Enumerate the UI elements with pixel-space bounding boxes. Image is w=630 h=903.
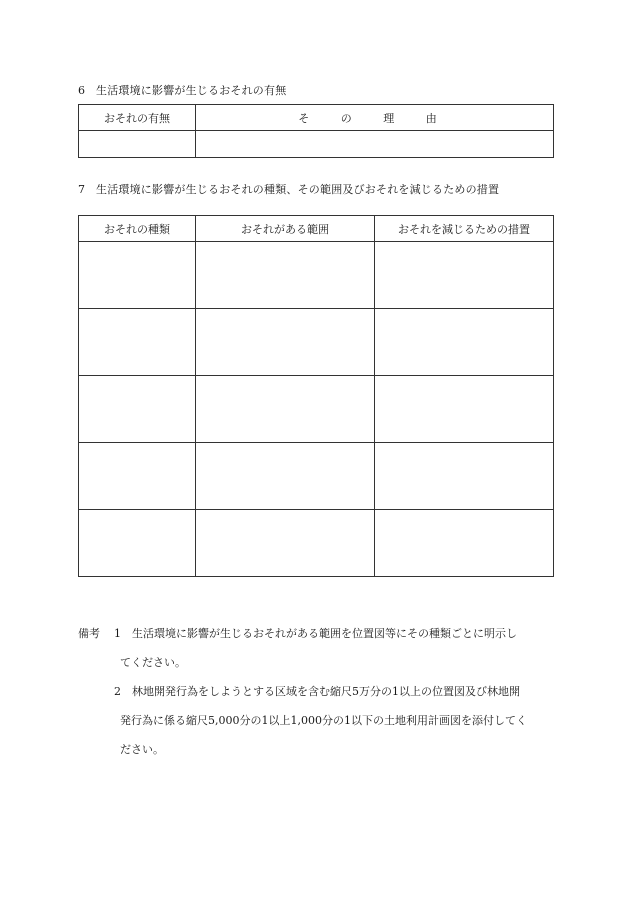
- table-row: [79, 376, 554, 443]
- header-risk-presence: おそれの有無: [79, 105, 196, 131]
- mitigation-cell[interactable]: [375, 510, 554, 577]
- note-item-2-line-1: [78, 677, 558, 706]
- table-row: [79, 309, 554, 376]
- note-item-1-line-2: [78, 648, 558, 677]
- section-6-heading: [78, 82, 286, 98]
- risk-type-cell[interactable]: [79, 309, 196, 376]
- risk-range-cell[interactable]: [196, 510, 375, 577]
- risk-type-cell[interactable]: [79, 510, 196, 577]
- mitigation-cell[interactable]: [375, 443, 554, 510]
- mitigation-cell[interactable]: [375, 376, 554, 443]
- risk-range-cell[interactable]: [196, 309, 375, 376]
- header-mitigation-measures: おそれを減じるための措置: [375, 216, 554, 242]
- table-row: [79, 443, 554, 510]
- note-text: ださい。: [120, 743, 164, 756]
- section-7-table: [78, 215, 554, 577]
- notes-label: 備考: [78, 627, 100, 640]
- risk-type-cell[interactable]: [79, 443, 196, 510]
- risk-range-cell[interactable]: [196, 242, 375, 309]
- note-number: 1: [114, 627, 121, 640]
- risk-type-cell[interactable]: [79, 242, 196, 309]
- section-7-heading: [78, 181, 499, 197]
- risk-presence-cell[interactable]: [79, 131, 196, 158]
- note-text: てください。: [120, 656, 186, 669]
- risk-range-cell[interactable]: [196, 376, 375, 443]
- note-item-2-line-2: [78, 706, 558, 735]
- header-risk-range: おそれがある範囲: [196, 216, 375, 242]
- table-header-row: [79, 216, 554, 242]
- section-6-table: [78, 104, 554, 158]
- table-row: [79, 510, 554, 577]
- section-6-title: 生活環境に影響が生じるおそれの有無: [96, 84, 287, 97]
- section-7-title: 生活環境に影響が生じるおそれの種類、その範囲及びおそれを減じるための措置: [96, 183, 500, 196]
- table-header-row: [79, 105, 554, 131]
- header-reason: そ の 理 由: [196, 105, 554, 131]
- table-row: [79, 242, 554, 309]
- mitigation-cell[interactable]: [375, 242, 554, 309]
- notes-section: [78, 619, 558, 764]
- risk-type-cell[interactable]: [79, 376, 196, 443]
- note-text: 発行為に係る縮尺5,000分の1以上1,000分の1以下の土地利用計画図を添付してく: [120, 714, 527, 727]
- note-text: 生活環境に影響が生じるおそれがある範囲を位置図等にその種類ごとに明示し: [132, 627, 517, 640]
- mitigation-cell[interactable]: [375, 309, 554, 376]
- note-item-2-line-3: [78, 735, 558, 764]
- risk-range-cell[interactable]: [196, 443, 375, 510]
- note-text: 林地開発行為をしようとする区域を含む縮尺5万分の1以上の位置図及び林地開: [132, 685, 520, 698]
- note-number: 2: [114, 685, 121, 698]
- section-7-number: 7: [78, 183, 86, 196]
- header-risk-type: おそれの種類: [79, 216, 196, 242]
- section-6-number: 6: [78, 84, 86, 97]
- reason-cell[interactable]: [196, 131, 554, 158]
- note-item-1-line-1: [78, 619, 558, 648]
- table-row: [79, 131, 554, 158]
